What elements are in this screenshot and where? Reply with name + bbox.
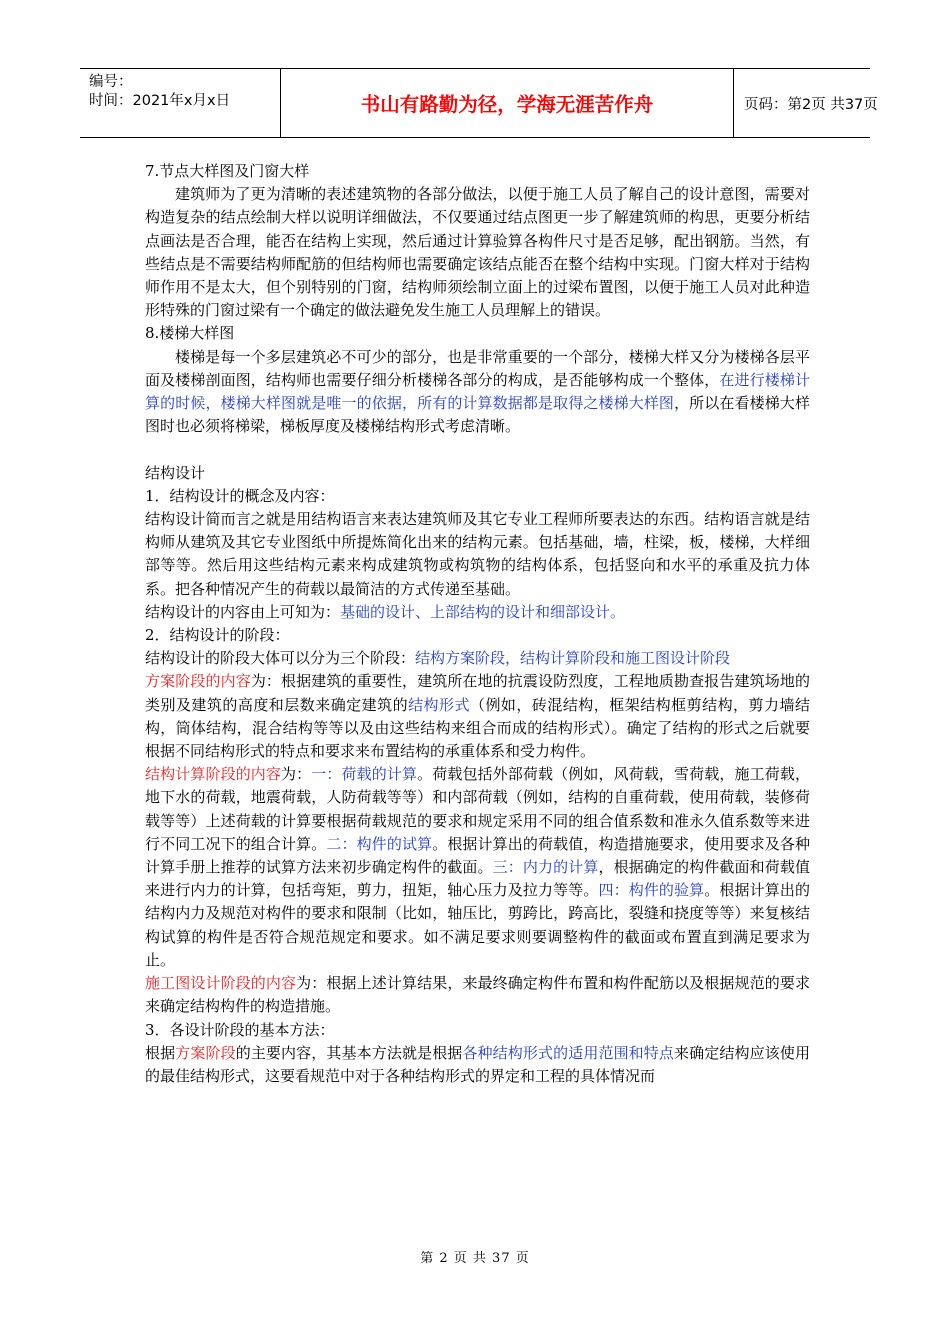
text-span: ，根据确定的构件截面和荷载值来进行内力的计算，包括弯矩，剪力，扭矩，轴心压力及拉力等等。 bbox=[145, 858, 810, 900]
document-body bbox=[145, 160, 810, 1088]
highlight-red: 结构计算阶段的内容 bbox=[145, 765, 282, 784]
design-1-paragraph: 结构设计简而言之就是用结构语言来表达建筑师及其它专业工程师所要表达的东西。结构语言就是结构师从建筑及其它专业图纸中所提炼简化出来的结构元素。包括基础，墙，柱梁，板，楼梯，大样细部等等。然后用这些结构元素来构成建筑物或构筑物的结构体系，包括竖向和水平的承重及抗力体系。把各种情况产生的荷载以最简洁的方式传递至基础。 bbox=[145, 510, 810, 598]
design-1-contents bbox=[145, 601, 810, 624]
highlight-red: 方案阶段的内容 bbox=[145, 672, 251, 691]
spacer bbox=[145, 438, 810, 461]
section-7-heading: 7.节点大样图及门窗大样 bbox=[145, 162, 310, 180]
text-span: 为：根据建筑的重要性，建筑所在地的抗震设防烈度，工程地质勘查报告建筑场地的类别及建筑的高度和层数来确定建筑的 bbox=[145, 672, 810, 714]
text-span: 根据 bbox=[145, 1043, 176, 1062]
header-meta-cell bbox=[80, 69, 281, 137]
text-span: 楼梯是每一个多层建筑必不可少的部分，也是非常重要的一个部分，楼梯大样又分为楼梯各层平面及楼梯剖面图，结构师也需要仔细分析楼梯各部分的构成，是否能够构成一个整体， bbox=[145, 347, 810, 389]
header-page-number: 页码：第2页 共37页 bbox=[744, 96, 878, 113]
page-header bbox=[80, 68, 878, 138]
text-span: （例如，砖混结构，框架结构框剪结构，剪力墙结构，筒体结构，混合结构等等以及由这些结构来组合而成的结构形式）。确定了结构的形式之后就要根据不同结构形式的特点和要求来布置结构的承重体系和受力构件。 bbox=[145, 695, 810, 761]
highlight-blue: 基础的设计、上部结构的设计和细部设计。 bbox=[340, 602, 626, 621]
design-3-paragraph bbox=[145, 1042, 810, 1088]
highlight-blue: 三：内力的计算 bbox=[492, 858, 599, 877]
header-motto: 书山有路勤为径，学海无涯苦作舟 bbox=[281, 69, 734, 137]
page-footer: 第 2 页 共 37 页 bbox=[420, 1251, 530, 1266]
design-2-stages bbox=[145, 647, 810, 670]
highlight-blue: 二：构件的试算 bbox=[326, 834, 433, 853]
section-8-paragraph bbox=[145, 346, 810, 439]
highlight-blue: 各种结构形式的适用范围和特点 bbox=[462, 1043, 675, 1062]
section-7-paragraph: 建筑师为了更为清晰的表述建筑物的各部分做法，以便于施工人员了解自己的设计意图，需要对构造复杂的结点绘制大样以说明详细做法，不仅要通过结点图更一步了解建筑师的构思，更要分析结点画法是否合理，能否在结构上实现，然后通过计算验算各构件尺寸是否足够，配出钢筋。当然，有些结点是不需要结构师配筋的但结构师也需要确定该结点能否在整个结构中实现。门窗大样对于结构师作用不是太大，但个别特别的门窗，结构师须绘制立面上的过梁布置图，以便于施工人员对此种造形特殊的门窗过梁有一个确定的做法避免发生施工人员理解上的错误。 bbox=[145, 185, 810, 320]
highlight-blue: 四：构件的验算 bbox=[598, 881, 705, 900]
design-1-heading: 1．结构设计的概念及内容： bbox=[145, 486, 335, 505]
text-span: 结构设计的阶段大体可以分为三个阶段： bbox=[145, 649, 416, 668]
text-span: 为：根据上述计算结果，来最终确定构件布置和构件配筋以及根据规范的要求来确定结构构件的构造措施。 bbox=[145, 974, 810, 1016]
highlight-blue: 结构形式 bbox=[408, 695, 470, 714]
drawing-stage-paragraph bbox=[145, 972, 810, 1018]
section-8-heading: 8.楼梯大样图 bbox=[145, 324, 235, 343]
highlight-blue: 结构方案阶段，结构计算阶段和施工图设计阶段 bbox=[415, 649, 731, 668]
highlight-blue: 一：荷载的计算 bbox=[311, 765, 418, 784]
text-span: 。根据计算出的荷载值，构造措施要求，使用要求及各种计算手册上推荐的试算方法来初步确定构件的截面。 bbox=[145, 834, 810, 877]
document-time-label: 时间：2021年x月x日 bbox=[89, 93, 231, 109]
text-span: 来确定结构应该使用的最佳结构形式，这要看规范中对于各种结构形式的界定和工程的具体情况而 bbox=[145, 1043, 810, 1085]
calculation-stage-paragraph bbox=[145, 763, 810, 972]
highlight-red: 方案阶段 bbox=[175, 1043, 236, 1062]
scheme-stage-paragraph bbox=[145, 670, 810, 763]
highlight-blue: 在进行楼梯计算的时候，楼梯大样图就是唯一的依据，所有的计算数据都是取得之楼梯大样图 bbox=[145, 370, 810, 413]
text-span: 的主要内容，其基本方法就是根据 bbox=[235, 1043, 463, 1062]
structural-design-heading: 结构设计 bbox=[145, 463, 206, 482]
text-span: ，所以在看楼梯大样图时也必须将梯梁，梯板厚度及楼梯结构形式考虑清晰。 bbox=[145, 394, 810, 436]
design-2-heading: 2．结构设计的阶段： bbox=[145, 626, 290, 645]
text-span: 为： bbox=[281, 765, 312, 784]
document-number-label: 编号： bbox=[89, 74, 133, 90]
text-span: 结构设计的内容由上可知为： bbox=[145, 602, 341, 621]
highlight-red: 施工图设计阶段的内容 bbox=[145, 974, 297, 993]
text-span: 。荷载包括外部荷载（例如，风荷载，雪荷载，施工荷载，地下水的荷载，地震荷载，人防荷载等等）和内部荷载（例如，结构的自重荷载，使用荷载，装修荷载等等）上述荷载的计算要根据荷载规范的要求和规定采用不同的组合值系数和准永久值系数等来进行不同工况下的组合计算。 bbox=[145, 765, 810, 853]
text-span: 。根据计算出的结构内力及规范对构件的要求和限制（比如，轴压比，剪跨比，跨高比，裂缝和挠度等等）来复核结构试算的构件是否符合规范规定和要求。如不满足要求则要调整构件的截面或布置直到满足要求为止。 bbox=[145, 881, 810, 969]
design-3-heading: 3．各设计阶段的基本方法： bbox=[145, 1020, 335, 1039]
